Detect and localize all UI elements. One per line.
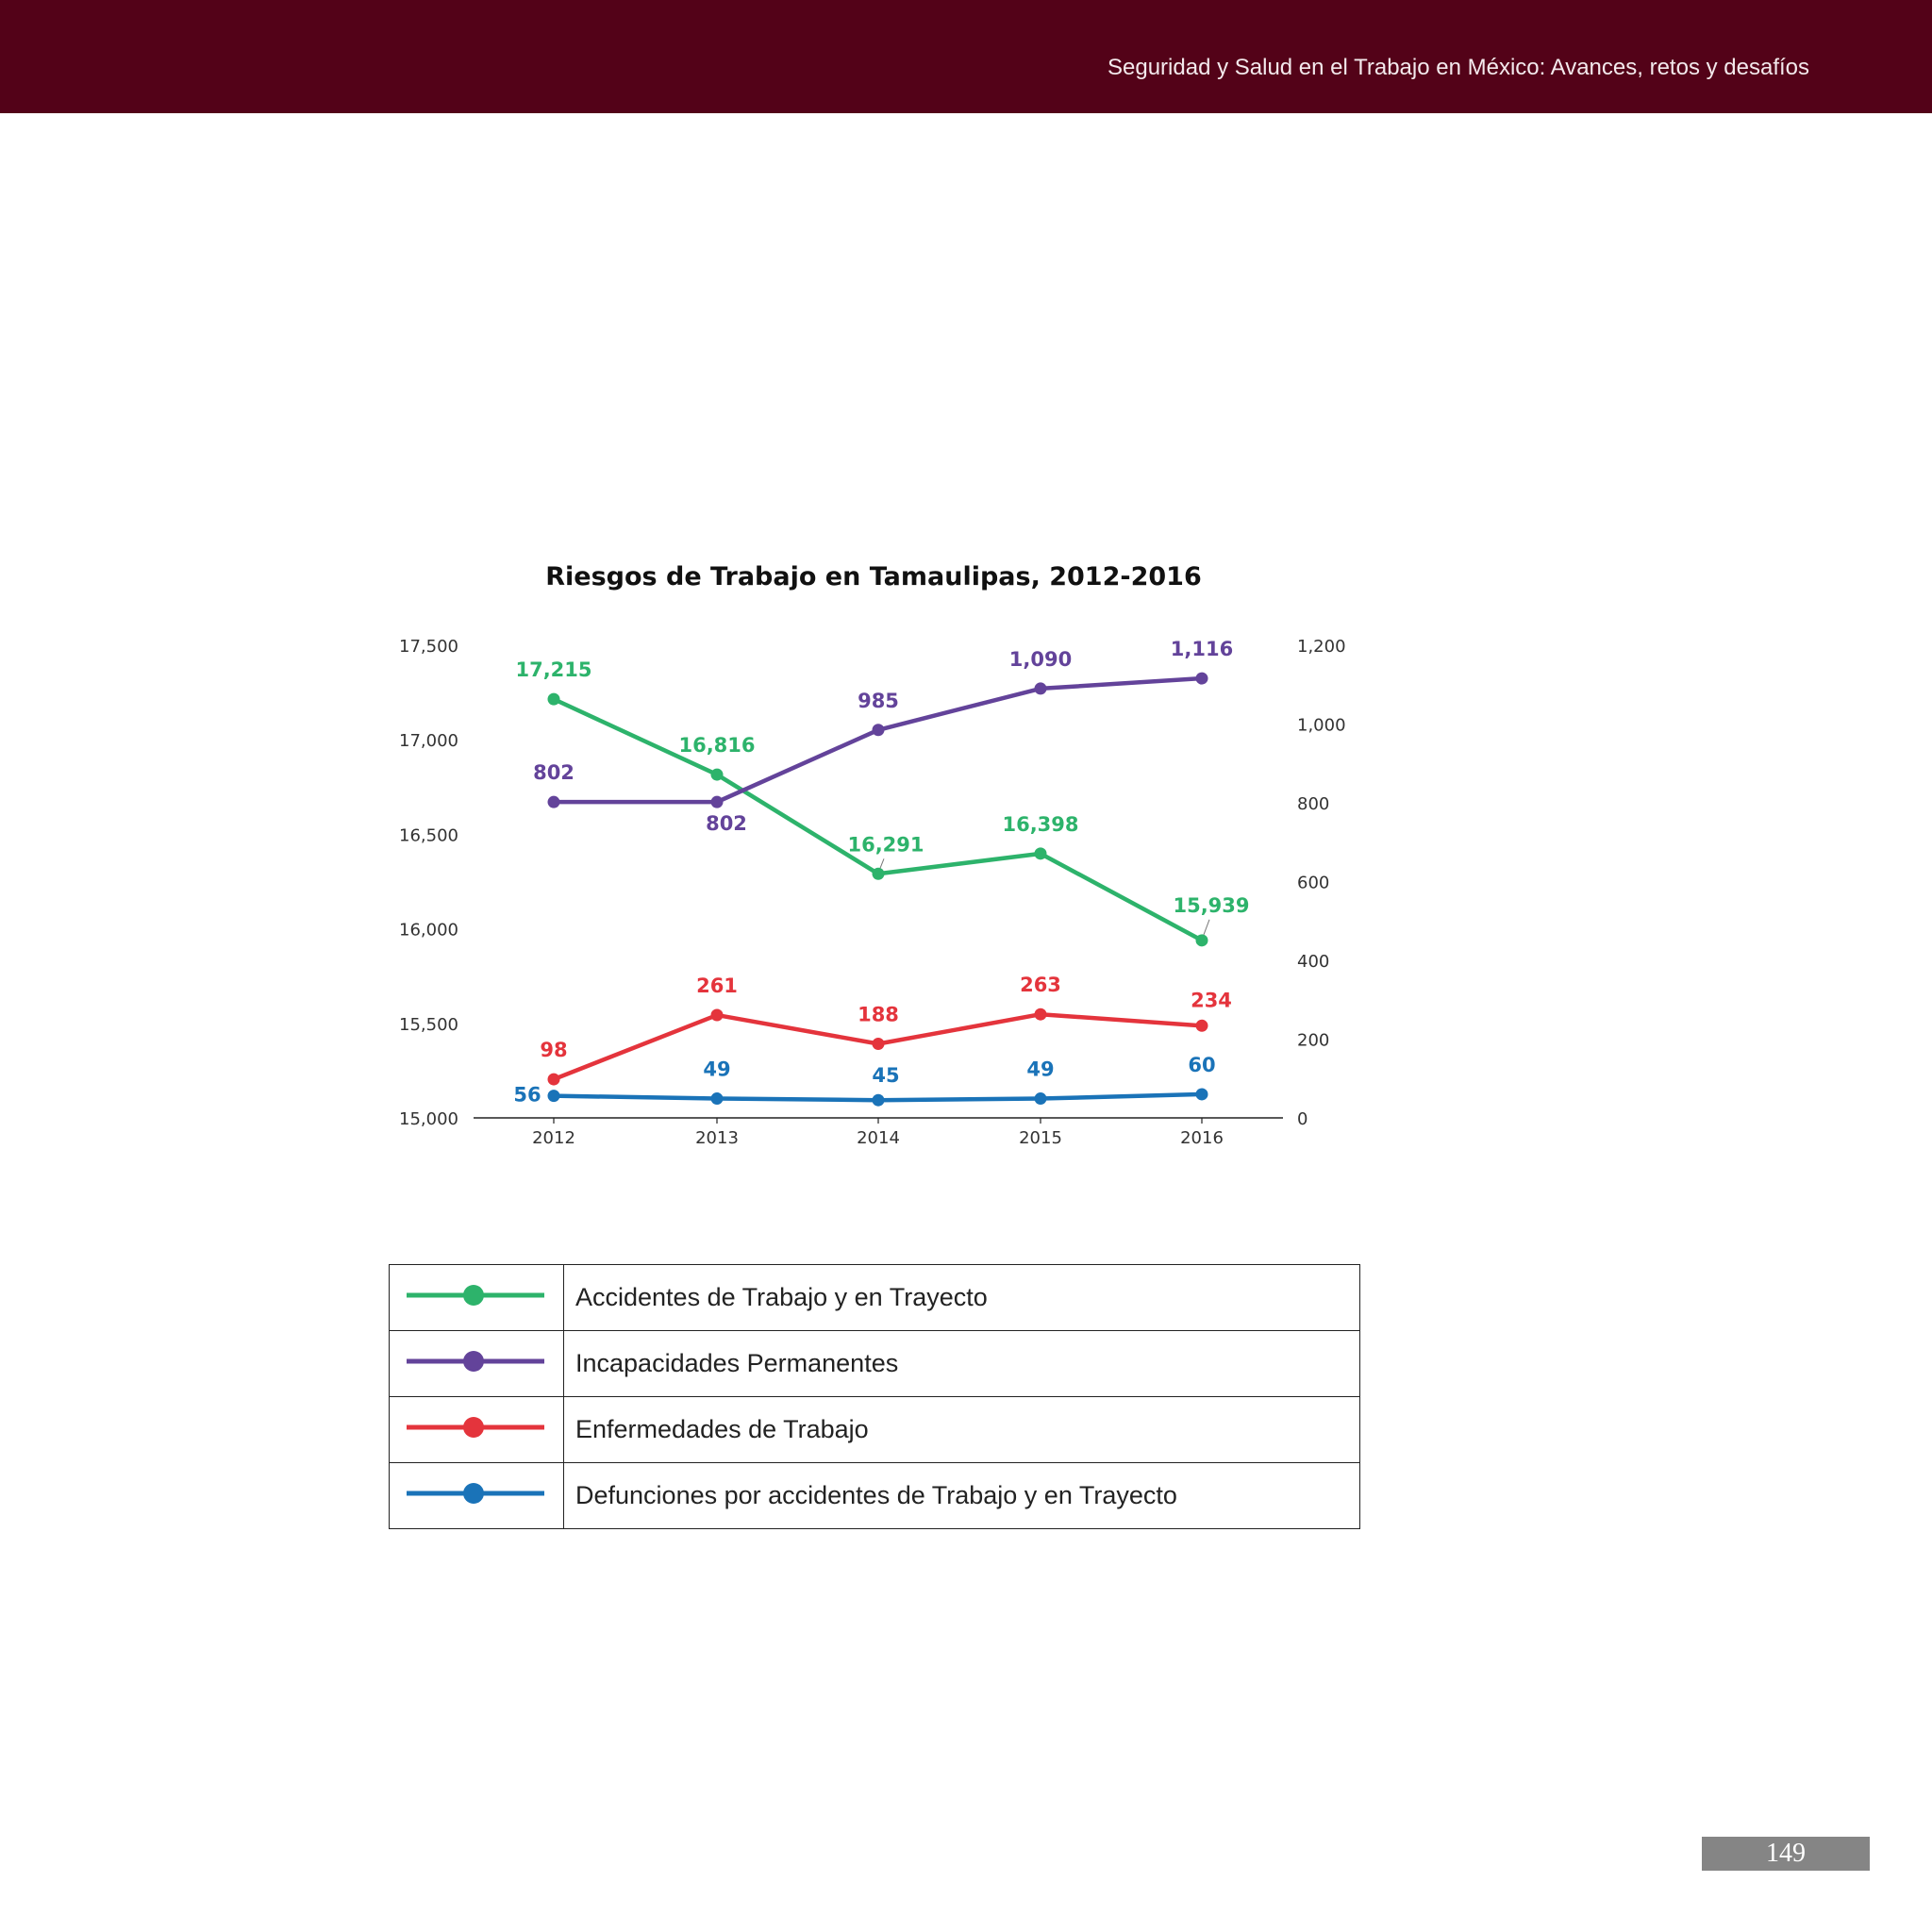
data-label: 985 <box>858 689 899 712</box>
x-tick-label: 2016 <box>1180 1128 1224 1148</box>
data-label: 49 <box>1026 1058 1055 1081</box>
data-label: 234 <box>1191 989 1232 1012</box>
data-point <box>1196 1020 1208 1032</box>
legend-row <box>390 1331 1360 1397</box>
legend-label: Defunciones por accidentes de Trabajo y en Trayecto <box>564 1463 1360 1529</box>
data-point <box>711 1009 724 1022</box>
data-label: 17,215 <box>515 658 592 682</box>
legend-swatch-cell <box>390 1265 564 1331</box>
data-point <box>548 796 560 808</box>
data-point <box>548 693 560 706</box>
legend-label: Accidentes de Trabajo y en Trayecto <box>564 1265 1360 1331</box>
legend-swatch-cell <box>390 1463 564 1529</box>
data-label: 802 <box>533 761 575 785</box>
data-point <box>1035 847 1047 859</box>
legend-swatch-cell <box>390 1397 564 1463</box>
legend-row <box>390 1463 1360 1529</box>
data-label: 188 <box>858 1003 899 1026</box>
y-left-tick-label: 15,500 <box>399 1014 458 1035</box>
data-label: 15,939 <box>1173 893 1250 917</box>
legend-swatch <box>390 1463 563 1524</box>
y-right-tick-label: 1,200 <box>1297 637 1346 657</box>
data-point <box>873 1038 885 1050</box>
data-label: 802 <box>706 812 747 836</box>
chart-title: Riesgos de Trabajo en Tamaulipas, 2012-2016 <box>545 562 1202 591</box>
data-label: 45 <box>872 1064 900 1088</box>
y-right-tick-label: 0 <box>1297 1109 1308 1129</box>
data-label: 56 <box>513 1083 541 1107</box>
data-point <box>873 724 885 736</box>
legend-swatch-cell <box>390 1331 564 1397</box>
data-point <box>1035 1008 1047 1021</box>
data-label: 261 <box>696 974 738 998</box>
data-label: 1,090 <box>1008 647 1073 671</box>
legend-label: Incapacidades Permanentes <box>564 1331 1360 1397</box>
x-tick-label: 2014 <box>857 1128 900 1148</box>
data-point <box>711 796 724 808</box>
data-label: 60 <box>1188 1053 1216 1076</box>
y-right-tick-label: 200 <box>1297 1030 1330 1051</box>
legend-swatch <box>390 1331 563 1391</box>
label-leader-line <box>880 858 884 868</box>
data-label: 49 <box>703 1058 731 1081</box>
page-number: 149 <box>1702 1837 1870 1871</box>
data-point <box>1035 682 1047 694</box>
data-point <box>548 1090 560 1102</box>
data-point <box>1196 1088 1208 1100</box>
y-left-tick-label: 16,500 <box>399 825 458 846</box>
data-point <box>1196 673 1208 685</box>
y-left-tick-label: 16,000 <box>399 920 458 941</box>
data-point <box>873 868 885 880</box>
data-label: 98 <box>540 1039 568 1062</box>
label-leader-line <box>1204 920 1209 935</box>
data-point <box>711 769 724 781</box>
legend-label: Enfermedades de Trabajo <box>564 1397 1360 1463</box>
data-label: 263 <box>1020 974 1061 997</box>
legend-row <box>390 1397 1360 1463</box>
legend-swatch <box>390 1397 563 1457</box>
y-right-tick-label: 800 <box>1297 794 1330 814</box>
x-tick-label: 2013 <box>695 1128 739 1148</box>
y-left-tick-label: 17,000 <box>399 731 458 752</box>
data-point <box>873 1094 885 1107</box>
data-label: 16,291 <box>847 833 924 857</box>
legend-swatch <box>390 1265 563 1325</box>
data-point <box>1035 1092 1047 1105</box>
data-label: 16,398 <box>1002 812 1079 836</box>
y-left-tick-label: 15,000 <box>399 1109 458 1129</box>
x-tick-label: 2015 <box>1019 1128 1062 1148</box>
x-tick-label: 2012 <box>532 1128 575 1148</box>
y-right-tick-label: 600 <box>1297 873 1330 893</box>
legend-row <box>390 1265 1360 1331</box>
y-right-tick-label: 1,000 <box>1297 715 1346 736</box>
data-label: 16,816 <box>678 734 756 758</box>
data-point <box>548 1074 560 1086</box>
y-right-tick-label: 400 <box>1297 952 1330 972</box>
y-left-tick-label: 17,500 <box>399 637 458 657</box>
header-title: Seguridad y Salud en el Trabajo en México: Avances, retos y desafíos <box>1108 55 1809 80</box>
legend-table <box>389 1264 1360 1529</box>
data-point <box>1196 934 1208 946</box>
data-point <box>711 1092 724 1105</box>
data-label: 1,116 <box>1170 638 1234 661</box>
